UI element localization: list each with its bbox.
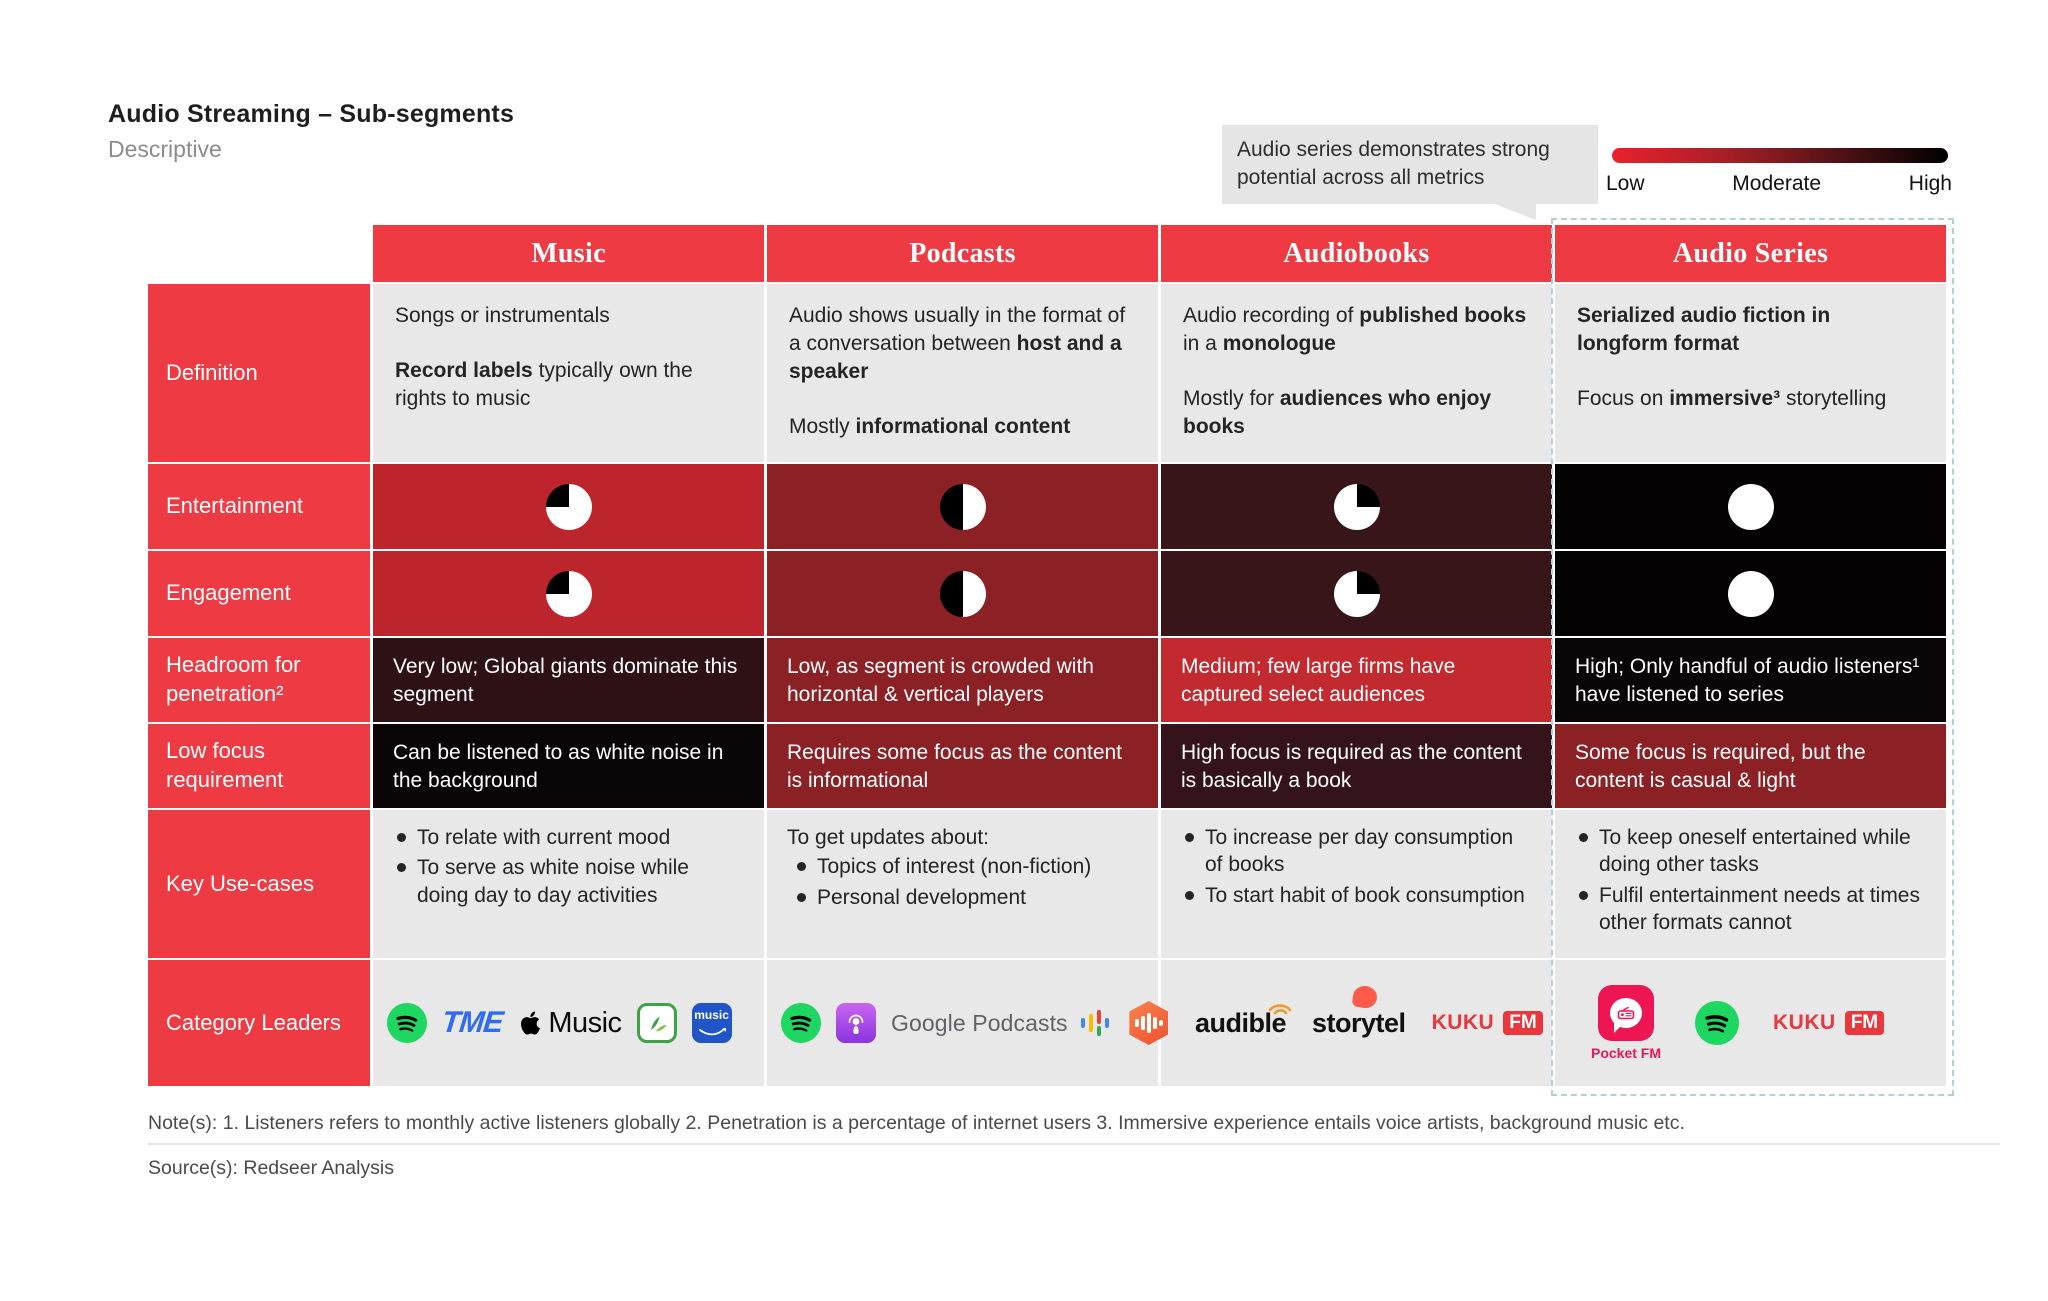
rating-gradient-bar	[1612, 148, 1948, 163]
headroom-audio-series-cell: High; Only handful of audio listeners¹ have listened to series	[1555, 638, 1946, 722]
use-case-item: To serve as white noise while doing day to day activities	[393, 854, 744, 909]
use-case-list	[393, 824, 744, 909]
harvey-ball	[1334, 571, 1380, 617]
row-label-entertainment: Entertainment	[148, 464, 370, 549]
engagement-music-cell	[373, 551, 764, 636]
source-line: Source(s): Redseer Analysis	[148, 1157, 395, 1179]
definition-text: Mostly for audiences who enjoy books	[1183, 387, 1492, 439]
low-focus-audiobooks-cell: High focus is required as the content is basically a book	[1161, 724, 1552, 808]
legend-low-label: Low	[1606, 172, 1645, 195]
row-label-category-leaders: Category Leaders	[148, 960, 370, 1086]
spotify-icon	[781, 1003, 821, 1043]
audible-logo: audible	[1195, 1008, 1286, 1039]
comparison-table	[148, 225, 1946, 1086]
definition-audio-series-cell	[1555, 284, 1946, 462]
use-case-item: Fulfil entertainment needs at times other formats cannot	[1575, 882, 1926, 937]
use-cases-music-cell	[373, 810, 764, 958]
definition-text: Audio shows usually in the format of a conversation between host and a speaker	[789, 304, 1126, 384]
column-header-audio-series: Audio Series	[1555, 225, 1946, 282]
engagement-podcasts-cell	[767, 551, 1158, 636]
use-cases-podcasts-cell	[767, 810, 1158, 958]
leaders-podcasts-cell	[767, 960, 1158, 1086]
engagement-audio-series-cell	[1555, 551, 1946, 636]
leaders-audio-series-cell	[1555, 960, 1946, 1086]
use-case-list	[1575, 824, 1926, 936]
rating-legend	[1606, 172, 1952, 196]
definition-text: Songs or instrumentals	[395, 304, 610, 327]
row-label-use-cases: Key Use-cases	[148, 810, 370, 958]
use-case-item: To increase per day consumption of books	[1181, 824, 1532, 879]
legend-high-label: High	[1908, 172, 1952, 195]
definition-text: Audio recording of published books in a monologue	[1183, 304, 1527, 356]
low-focus-music-cell: Can be listened to as white noise in the background	[373, 724, 764, 808]
harvey-ball	[940, 484, 986, 530]
amazon-music-icon: music	[692, 1003, 732, 1043]
callout-box: Audio series demonstrates strong potential across all metrics	[1222, 125, 1598, 204]
low-focus-audio-series-cell: Some focus is required, but the content is casual & light	[1555, 724, 1946, 808]
definition-podcasts-cell	[767, 284, 1158, 462]
harvey-ball	[940, 571, 986, 617]
pocket-fm-icon	[1598, 985, 1654, 1041]
kuku-fm-logo: KUKU FM	[1432, 1011, 1543, 1035]
use-case-list	[1181, 824, 1532, 909]
harvey-ball	[546, 571, 592, 617]
storytel-logo: storytel	[1312, 1008, 1406, 1039]
apple-music-logo: Music	[517, 1007, 621, 1040]
apple-podcasts-icon	[836, 1003, 876, 1043]
jiosaavn-icon	[637, 1003, 677, 1043]
use-case-item: Personal development	[793, 884, 1138, 911]
kuku-fm-logo: KUKU FM	[1773, 1011, 1884, 1035]
definition-text: Focus on immersive³ storytelling	[1577, 387, 1887, 411]
entertainment-audio-series-cell	[1555, 464, 1946, 549]
storytel-drop-icon	[1352, 984, 1379, 1009]
page-subtitle: Descriptive	[108, 136, 222, 162]
use-cases-audiobooks-cell	[1161, 810, 1552, 958]
footer-divider	[148, 1143, 2000, 1145]
leaders-audiobooks-cell	[1161, 960, 1552, 1086]
legend-moderate-label: Moderate	[1732, 172, 1822, 195]
column-header-music: Music	[373, 225, 764, 282]
definition-music-cell	[373, 284, 764, 462]
headroom-music-cell: Very low; Global giants dominate this segment	[373, 638, 764, 722]
headroom-audiobooks-cell: Medium; few large firms have captured select audiences	[1161, 638, 1552, 722]
harvey-ball	[1334, 484, 1380, 530]
harvey-ball	[1728, 571, 1774, 617]
google-podcasts-logo: Google Podcasts	[891, 1009, 1068, 1036]
footnotes: Note(s): 1. Listeners refers to monthly active listeners globally 2. Penetration is a percentage of internet users 3. Immersive experience entails voice artists, background music etc.	[148, 1112, 1685, 1134]
headroom-podcasts-cell: Low, as segment is crowded with horizontal & vertical players	[767, 638, 1158, 722]
use-case-intro: To get updates about:	[787, 826, 989, 849]
spotify-icon	[1695, 1001, 1739, 1045]
use-cases-audio-series-cell	[1555, 810, 1946, 958]
low-focus-podcasts-cell: Requires some focus as the content is informational	[767, 724, 1158, 808]
definition-text: Serialized audio fiction in longform format	[1577, 304, 1831, 356]
column-header-audiobooks: Audiobooks	[1161, 225, 1552, 282]
harvey-ball	[1728, 484, 1774, 530]
row-label-low-focus: Low focus requirement	[148, 724, 370, 808]
engagement-audiobooks-cell	[1161, 551, 1552, 636]
entertainment-audiobooks-cell	[1161, 464, 1552, 549]
row-label-engagement: Engagement	[148, 551, 370, 636]
use-case-item: Topics of interest (non-fiction)	[793, 853, 1138, 880]
use-case-item: To start habit of book consumption	[1181, 882, 1532, 909]
spotify-icon	[387, 1003, 427, 1043]
corner-cell	[148, 225, 370, 282]
entertainment-podcasts-cell	[767, 464, 1158, 549]
use-case-item: To relate with current mood	[393, 824, 744, 851]
tme-logo: TME	[440, 1006, 505, 1039]
definition-audiobooks-cell	[1161, 284, 1552, 462]
pocket-fm-logo: Pocket FM	[1591, 985, 1661, 1061]
column-header-podcasts: Podcasts	[767, 225, 1158, 282]
harvey-ball	[546, 484, 592, 530]
definition-text: Record labels typically own the rights to music	[395, 359, 693, 411]
page-title: Audio Streaming – Sub-segments	[108, 100, 515, 128]
leaders-music-cell	[373, 960, 764, 1086]
row-label-definition: Definition	[148, 284, 370, 462]
row-label-headroom: Headroom for penetration²	[148, 638, 370, 722]
entertainment-music-cell	[373, 464, 764, 549]
definition-text: Mostly informational content	[789, 415, 1071, 439]
use-case-list	[787, 853, 1138, 911]
use-case-item: To keep oneself entertained while doing other tasks	[1575, 824, 1926, 879]
